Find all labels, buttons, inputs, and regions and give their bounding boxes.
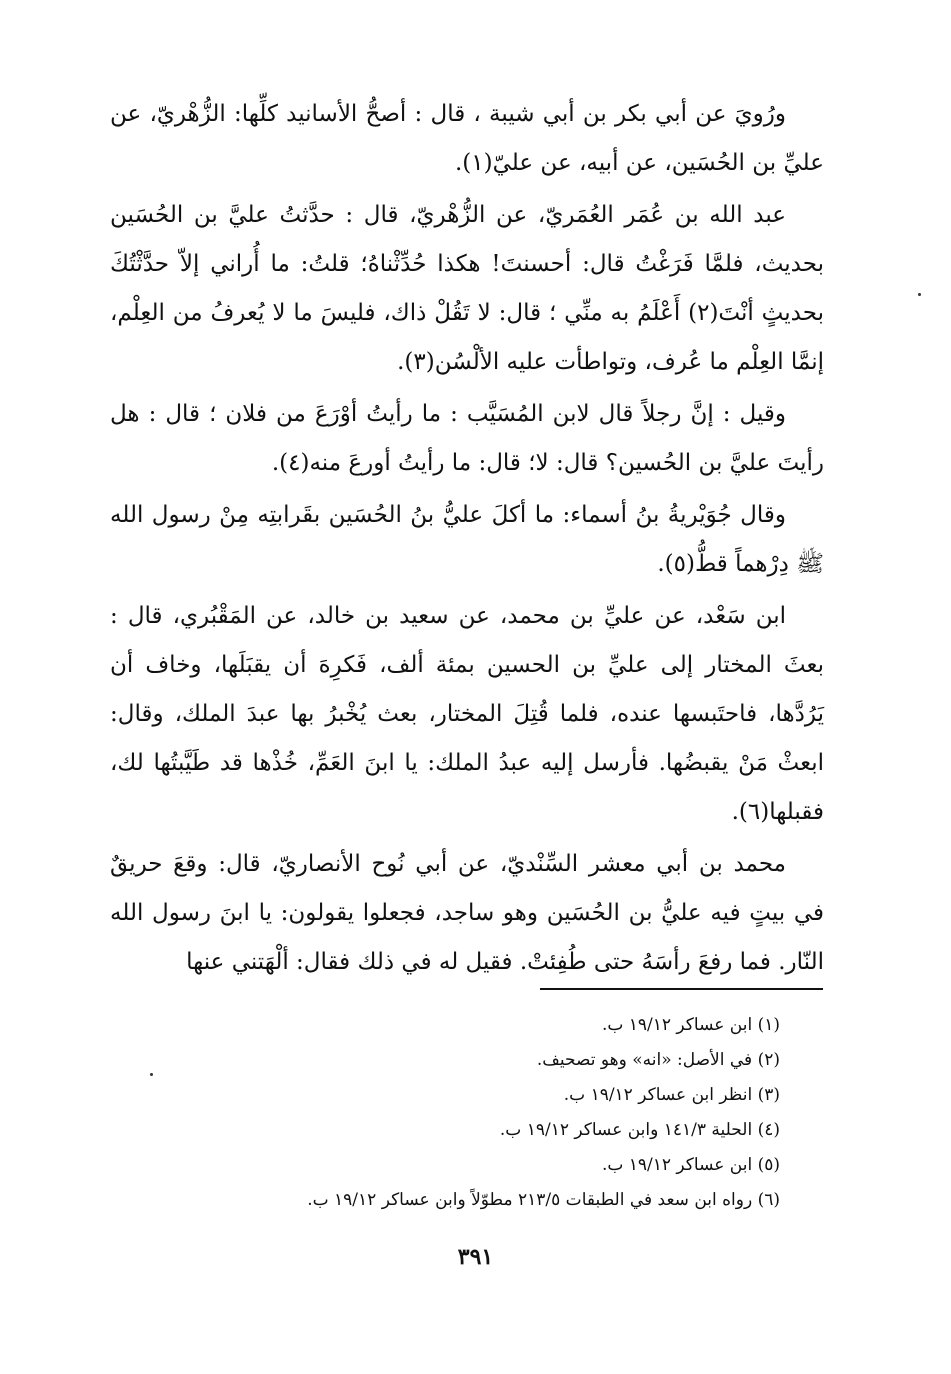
paragraph-6: محمد بن أبي معشر السِّنْديّ، عن أبي نُوح الأنصاريّ، قال: وقعَ حريقٌ في بيتٍ فيه عليُّ بن الحُسَين وهو ساجد، فجعلوا يقولون: يا ابنَ رسول الله النّار. فما رفعَ رأسَهُ حتى طُفِئتْ. فقيل له في ذلك فقال: ألْهَتني عنها xyxy=(110,851,824,975)
paragraph-1: ورُويَ عن أبي بكر بن أبي شيبة ، قال : أصحُّ الأسانيد كلِّها: الزُّهْريّ، عن عليِّ بن الحُسَين، عن أبيه، عن عليّ(١). xyxy=(110,101,824,176)
footnotes xyxy=(150,1008,780,1218)
scan-speck xyxy=(918,293,921,296)
paragraph-3: وقيل : إنَّ رجلاً قال لابن المُسَيَّب : ما رأيتُ أوْرَعَ من فلان ؛ قال : هل رأيتَ عليَّ بن الحُسين؟ قال: لا؛ قال: ما رأيتُ أورعَ منه(٤). xyxy=(110,401,824,476)
page-number: ٣٩١ xyxy=(457,1244,494,1270)
main-text xyxy=(110,90,824,990)
footnote-1: (١) ابن عساكر ١٩/١٢ ب. xyxy=(601,1015,780,1035)
footnote-5: (٥) ابن عساكر ١٩/١٢ ب. xyxy=(601,1155,780,1175)
footnote-6: (٦) رواه ابن سعد في الطبقات ٢١٣/٥ مطوّلاً وابن عساكر ١٩/١٢ ب. xyxy=(307,1190,780,1210)
footnote-2: (٢) في الأصل: «انه» وهو تصحيف. xyxy=(536,1050,780,1070)
paragraph-5: ابن سَعْد، عن عليِّ بن محمد، عن سعيد بن خالد، عن المَقْبُري، قال : بعثَ المختار إلى عليِّ بن الحسين بمئة ألف، فَكرِهَ أن يقبَلَها، وخاف أن يَرُدَّها، فاحتَبسها عنده، فلما قُتِلَ المختار، بعث يُخْبرُ بها عبدَ الملك، وقال: ابعثْ مَنْ يقبضُها. فأرسل إليه عبدُ الملك: يا ابنَ العَمِّ، خُذْها قد طَيَّبتُها لك، فقبلها(٦). xyxy=(110,603,824,825)
footnote-4: (٤) الحلية ١٤١/٣ وابن عساكر ١٩/١٢ ب. xyxy=(499,1120,780,1140)
paragraph-2: عبد الله بن عُمَر العُمَريّ، عن الزُّهْريّ، قال : حدَّثتُ عليَّ بن الحُسَين بحديث، فلمَّا فَرَغْتُ قال: أحسنتَ! هكذا حُدِّثْناهُ؛ قلتُ: ما أُراني إلاّ حدَّثْتُكَ بحديثٍ أنْتَ(٢) أَعْلَمُ به منِّي ؛ قال: لا تَقُلْ ذاك، فليسَ ما لا يُعرفُ من العِلْم، إنمَّا العِلْم ما عُرف، وتواطأت عليه الألْسُن(٣). xyxy=(110,202,824,375)
scan-speck xyxy=(150,1073,153,1076)
paragraph-4: وقال جُوَيْريةُ بنُ أسماء: ما أكلَ عليُّ بنُ الحُسَين بقَرابتِه مِنْ رسول الله ﷺ دِرْهماً قطُّ(٥). xyxy=(110,502,824,577)
footnote-divider xyxy=(540,988,823,990)
footnote-3: (٣) انظر ابن عساكر ١٩/١٢ ب. xyxy=(563,1085,780,1105)
